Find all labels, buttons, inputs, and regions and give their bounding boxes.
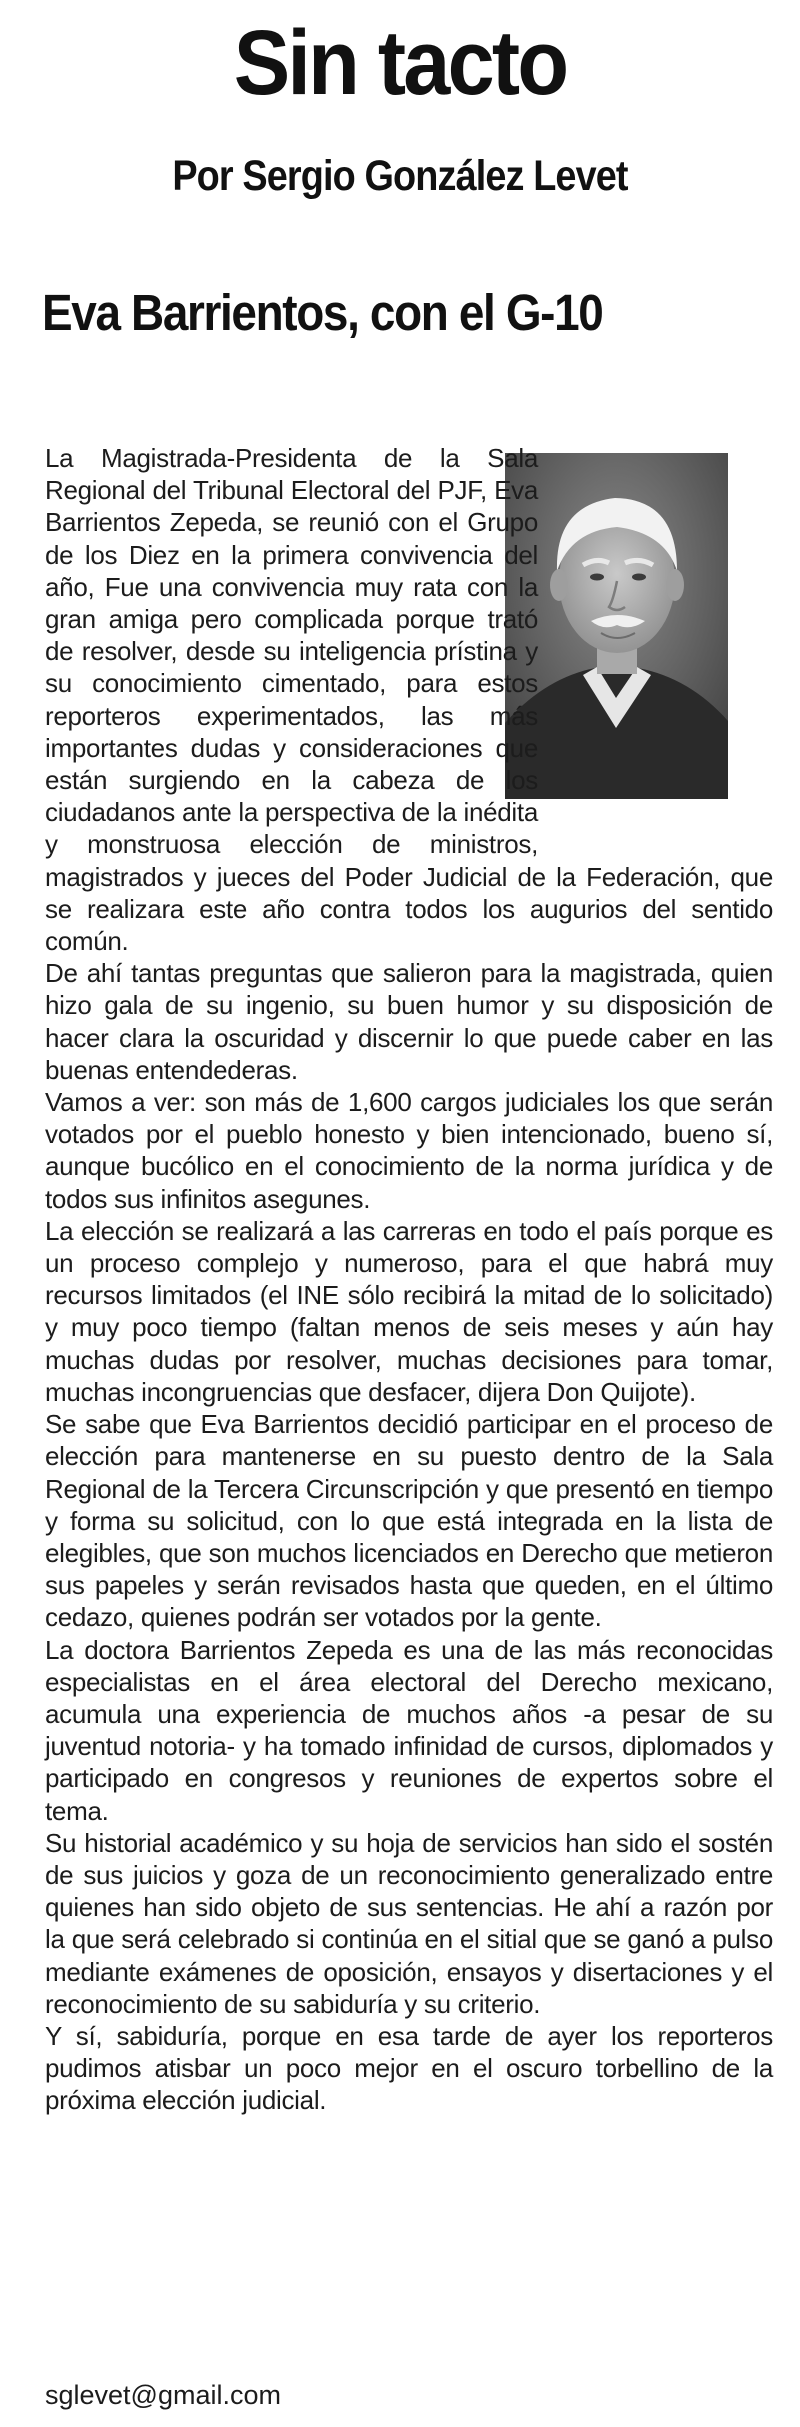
author-email: sglevet@gmail.com — [45, 2380, 281, 2410]
article-paragraph: La doctora Barrientos Zepeda es una de las más reconocidas especialistas en el área electoral del Derecho mexicano, acumula una experiencia de muchos años -a pesar de su juventud notoria- y ha tomado infinidad de cursos, diplomados y participado en congresos y reuniones de expertos sobre el tema. — [45, 1634, 773, 1826]
article-paragraph: Su historial académico y su hoja de servicios han sido el sostén de sus juicios y goza de un reconocimiento generalizado entre quienes han sido objeto de sus sentencias. He ahí a razón por la que será celebrado si continúa en el sitial que se ganó a pulso mediante exámenes de oposición, ensayos y disertaciones y el reconocimiento de su sabiduría y su criterio. — [45, 1827, 773, 2019]
article-headline: Eva Barrientos, con el G-10 — [42, 284, 603, 341]
article-paragraph: Y sí, sabiduría, porque en esa tarde de ayer los reporteros pudimos atisbar un poco mejor en el oscuro torbellino de la próxima elección judicial. — [45, 2020, 773, 2116]
article-paragraph: Vamos a ver: son más de 1,600 cargos judiciales los que serán votados por el pueblo honesto y bien intencionado, bueno sí, aunque bucólico en el conocimiento de la norma jurídica y de todos sus infinitos asegunes. — [45, 1087, 773, 1214]
article-paragraph: La elección se realizará a las carreras en todo el país porque es un proceso complejo y numeroso, para el que habrá muy recursos limitados (el INE sólo recibirá la mitad de lo solicitado) y muy poco tiempo (faltan menos de seis meses y aún hay muchas dudas por resolver, muchas decisiones para tomar, muchas incongruencias que desfacer, dijera Don Quijote). — [45, 1215, 773, 1407]
author-byline: Por Sergio González Levet — [172, 152, 628, 200]
article-paragraph: La Magistrada-Presidenta de la Sala Regional del Tribunal Electoral del PJF, Eva Barrientos Zepeda, se reunió con el Grupo de los Diez en la primera convivencia del año, Fue una convivencia muy rata con la gran amiga pero complicada porque trató de resolver, desde su inteligencia prístina y su conocimiento cimentado, para estos reporteros experimentados, las más importantes dudas y consideraciones que están surgiendo en la cabeza de los ciudadanos ante la perspectiva de la inédita y monstruosa elección de ministros, magistrados y jueces del Poder Judicial de la Federación, que se realizara este año contra todos los augurios del sentido común. — [45, 443, 773, 957]
article-paragraph: De ahí tantas preguntas que salieron para la magistrada, quien hizo gala de su ingenio, su buen humor y su disposición de hacer clara la oscuridad y discernir lo que puede caber en las buenas entendederas. — [45, 958, 773, 1085]
column-title: Sin tacto — [233, 12, 567, 114]
article-paragraph: Se sabe que Eva Barrientos decidió participar en el proceso de elección para mantenerse en su puesto dentro de la Sala Regional de la Tercera Circunscripción y que presentó en tiempo y forma su solicitud, con lo que está integrada en la lista de elegibles, que son muchos licenciados en Derecho que metieron sus papeles y serán revisados hasta que queden, en el último cedazo, quienes podrán ser votados por la gente. — [45, 1409, 773, 1633]
article-body — [45, 442, 773, 2117]
photo-wrap-space — [538, 442, 773, 837]
